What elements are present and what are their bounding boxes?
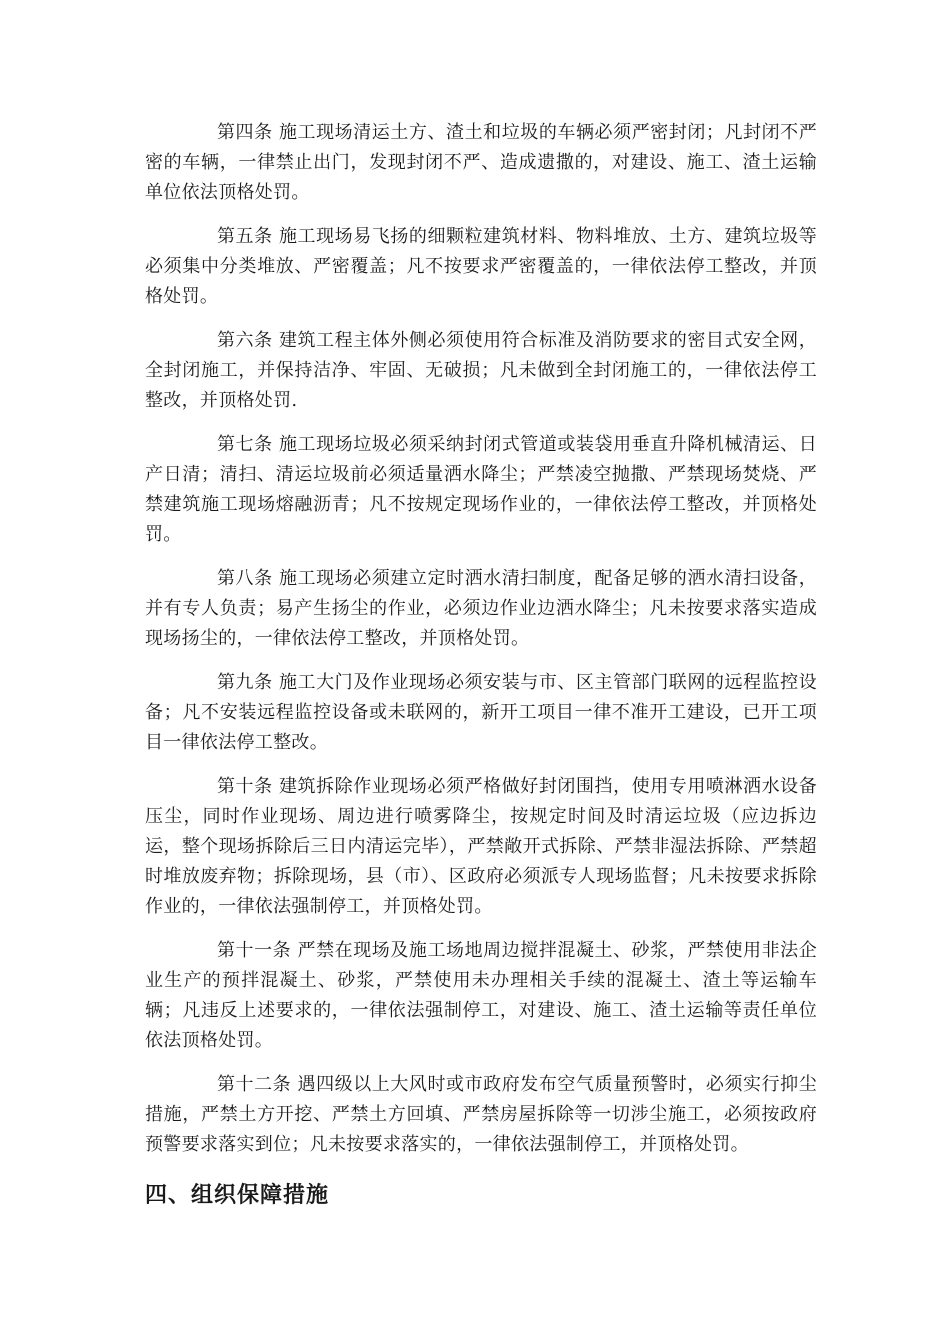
article-4: 第四条 施工现场清运土方、渣土和垃圾的车辆必须严密封闭；凡封闭不严密的车辆，一律禁止出门，发现封闭不严、造成遗撒的，对建设、施工、渣土运输单位依法顶格处罚。 (145, 122, 817, 203)
article-11: 第十一条 严禁在现场及施工场地周边搅拌混凝土、砂浆，严禁使用非法企业生产的预拌混凝土、砂浆，严禁使用未办理相关手续的混凝土、渣土等运输车辆；凡违反上述要求的，一律依法强制停工，对建设、施工、渣土运输等责任单位依法顶格处罚。 (145, 940, 817, 1051)
article-8: 第八条 施工现场必须建立定时洒水清扫制度，配备足够的洒水清扫设备，并有专人负责；易产生扬尘的作业，必须边作业边洒水降尘；凡未按要求落实造成现场扬尘的，一律依法停工整改，并顶格处罚。 (145, 568, 817, 649)
article-7: 第七条 施工现场垃圾必须采纳封闭式管道或装袋用垂直升降机械清运、日产日清；清扫、清运垃圾前必须适量洒水降尘；严禁凌空抛撒、严禁现场焚烧、严禁建筑施工现场熔融沥青；凡不按规定现场作业的，一律依法停工整改，并顶格处罚。 (145, 434, 817, 545)
section-heading: 四、组织保障措施 (145, 1183, 330, 1208)
article-5: 第五条 施工现场易飞扬的细颗粒建筑材料、物料堆放、土方、建筑垃圾等必须集中分类堆放、严密覆盖；凡不按要求严密覆盖的，一律依法停工整改，并顶格处罚。 (145, 226, 817, 307)
article-10: 第十条 建筑拆除作业现场必须严格做好封闭围挡，使用专用喷淋洒水设备压尘，同时作业现场、周边进行喷雾降尘，按规定时间及时清运垃圾（应边拆边运，整个现场拆除后三日内清运完毕），严禁敞开式拆除、严禁非湿法拆除、严禁超时堆放废弃物；拆除现场，县（市）、区政府必须派专人现场监督；凡未按要求拆除作业的，一律依法强制停工，并顶格处罚。 (145, 776, 817, 917)
document-page (145, 118, 817, 1212)
article-6: 第六条 建筑工程主体外侧必须使用符合标准及消防要求的密目式安全网，全封闭施工，并保持洁净、牢固、无破损；凡未做到全封闭施工的，一律依法停工整改，并顶格处罚. (145, 330, 817, 411)
article-9: 第九条 施工大门及作业现场必须安装与市、区主管部门联网的远程监控设备；凡不安装远程监控设备或未联网的，新开工项目一律不准开工建设，已开工项目一律依法停工整改。 (145, 672, 817, 753)
article-12: 第十二条 遇四级以上大风时或市政府发布空气质量预警时，必须实行抑尘措施，严禁土方开挖、严禁土方回填、严禁房屋拆除等一切涉尘施工，必须按政府预警要求落实到位；凡未按要求落实的，一律依法强制停工，并顶格处罚。 (145, 1074, 817, 1155)
